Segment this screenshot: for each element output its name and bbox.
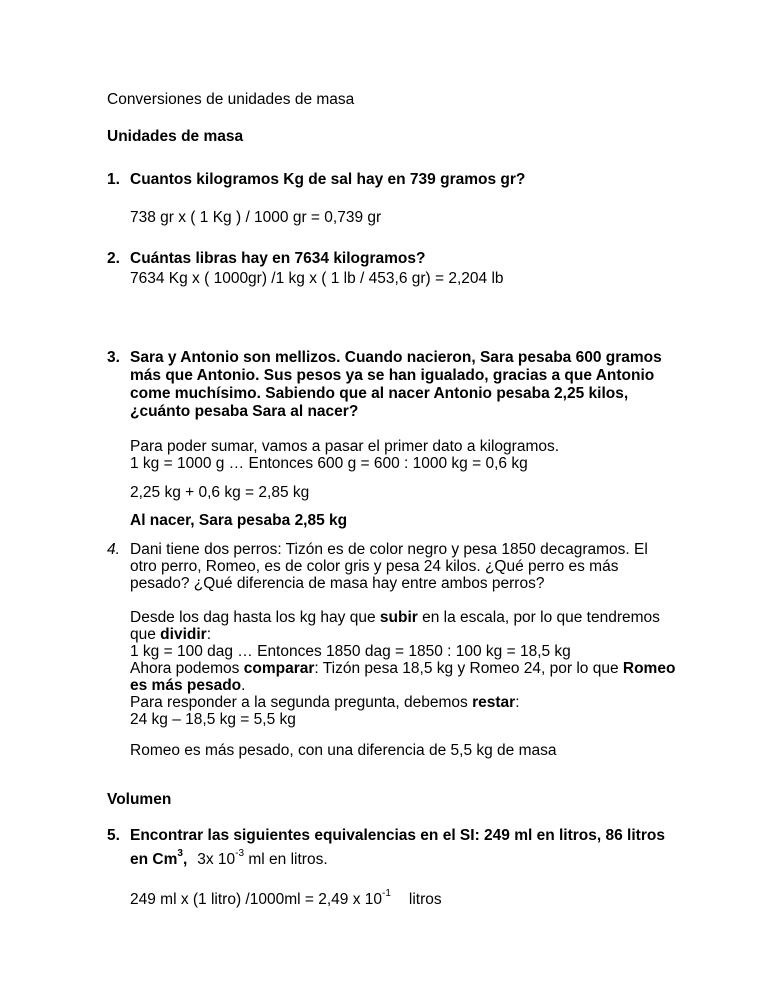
question-4-explanation: 24 kg – 18,5 kg = 5,5 kg bbox=[130, 711, 296, 728]
question-2-answer: 7634 Kg x ( 1000gr) /1 kg x ( 1 lb / 453,6 gr) = 2,204 lb bbox=[130, 270, 504, 287]
question-4-line: otro perro, Romeo, es de color gris y pesa 24 kilos. ¿Qué perro es más bbox=[130, 558, 619, 575]
question-5-answer: 249 ml x (1 litro) /1000ml = 2,49 x $10^{-1}$ litros bbox=[130, 887, 442, 908]
question-4-conclusion: Romeo es más pesado, con una diferencia de 5,5 kg de masa bbox=[130, 742, 557, 759]
question-4-line: Dani tiene dos perros: Tizón es de color negro y pesa 1850 decagramos. El bbox=[130, 541, 648, 558]
question-4-explanation: 1 kg = 100 dag … Entonces 1850 dag = 1850 : 100 kg = 18,5 kg bbox=[130, 643, 571, 660]
question-3-line: come muchísimo. Sabiendo que al nacer Antonio pesaba 2,25 kilos, bbox=[130, 385, 629, 402]
question-3-explanation: Para poder sumar, vamos a pasar el primer dato a kilogramos. bbox=[130, 438, 560, 455]
document-title: Conversiones de unidades de masa bbox=[107, 91, 355, 108]
question-5-line: en Cm$^3$, 3x $10^{-3}$ ml en litros. bbox=[130, 847, 328, 868]
question-5-line: Encontrar las siguientes equivalencias en el SI: 249 ml en litros, 86 litros bbox=[130, 827, 665, 844]
section-heading-mass: Unidades de masa bbox=[107, 128, 244, 145]
question-4-explanation: Desde los dag hasta los kg hay que subir en la escala, por lo que tendremos bbox=[130, 609, 660, 626]
question-2-text: Cuántas libras hay en 7634 kilogramos? bbox=[130, 250, 426, 267]
question-3-line: más que Antonio. Sus pesos ya se han igualado, gracias a que Antonio bbox=[130, 367, 655, 384]
question-3-explanation: 1 kg = 1000 g … Entonces 600 g = 600 : 1000 kg = 0,6 kg bbox=[130, 455, 528, 472]
section-heading-volume: Volumen bbox=[107, 791, 172, 808]
question-1-text: Cuantos kilogramos Kg de sal hay en 739 gramos gr? bbox=[130, 171, 526, 188]
question-3-line: ¿cuánto pesaba Sara al nacer? bbox=[130, 403, 359, 420]
question-2-number: 2. bbox=[107, 250, 120, 267]
question-4-explanation: es más pesado. bbox=[130, 677, 246, 694]
question-1-answer: 738 gr x ( 1 Kg ) / 1000 gr = 0,739 gr bbox=[130, 209, 382, 226]
question-3-sum: 2,25 kg + 0,6 kg = 2,85 kg bbox=[130, 484, 310, 501]
question-3-number: 3. bbox=[107, 349, 120, 366]
question-3-conclusion: Al nacer, Sara pesaba 2,85 kg bbox=[130, 512, 348, 529]
question-4-explanation: Para responder a la segunda pregunta, debemos restar: bbox=[130, 694, 520, 711]
question-4-explanation: Ahora podemos comparar: Tizón pesa 18,5 kg y Romeo 24, por lo que Romeo bbox=[130, 660, 676, 677]
question-4-explanation: que dividir: bbox=[130, 626, 211, 643]
question-3-line: Sara y Antonio son mellizos. Cuando nacieron, Sara pesaba 600 gramos bbox=[130, 349, 662, 366]
question-1-number: 1. bbox=[107, 171, 120, 188]
question-5-number: 5. bbox=[107, 827, 120, 844]
question-4-line: pesado? ¿Qué diferencia de masa hay entre ambos perros? bbox=[130, 575, 545, 592]
question-4-number: 4. bbox=[107, 541, 120, 558]
